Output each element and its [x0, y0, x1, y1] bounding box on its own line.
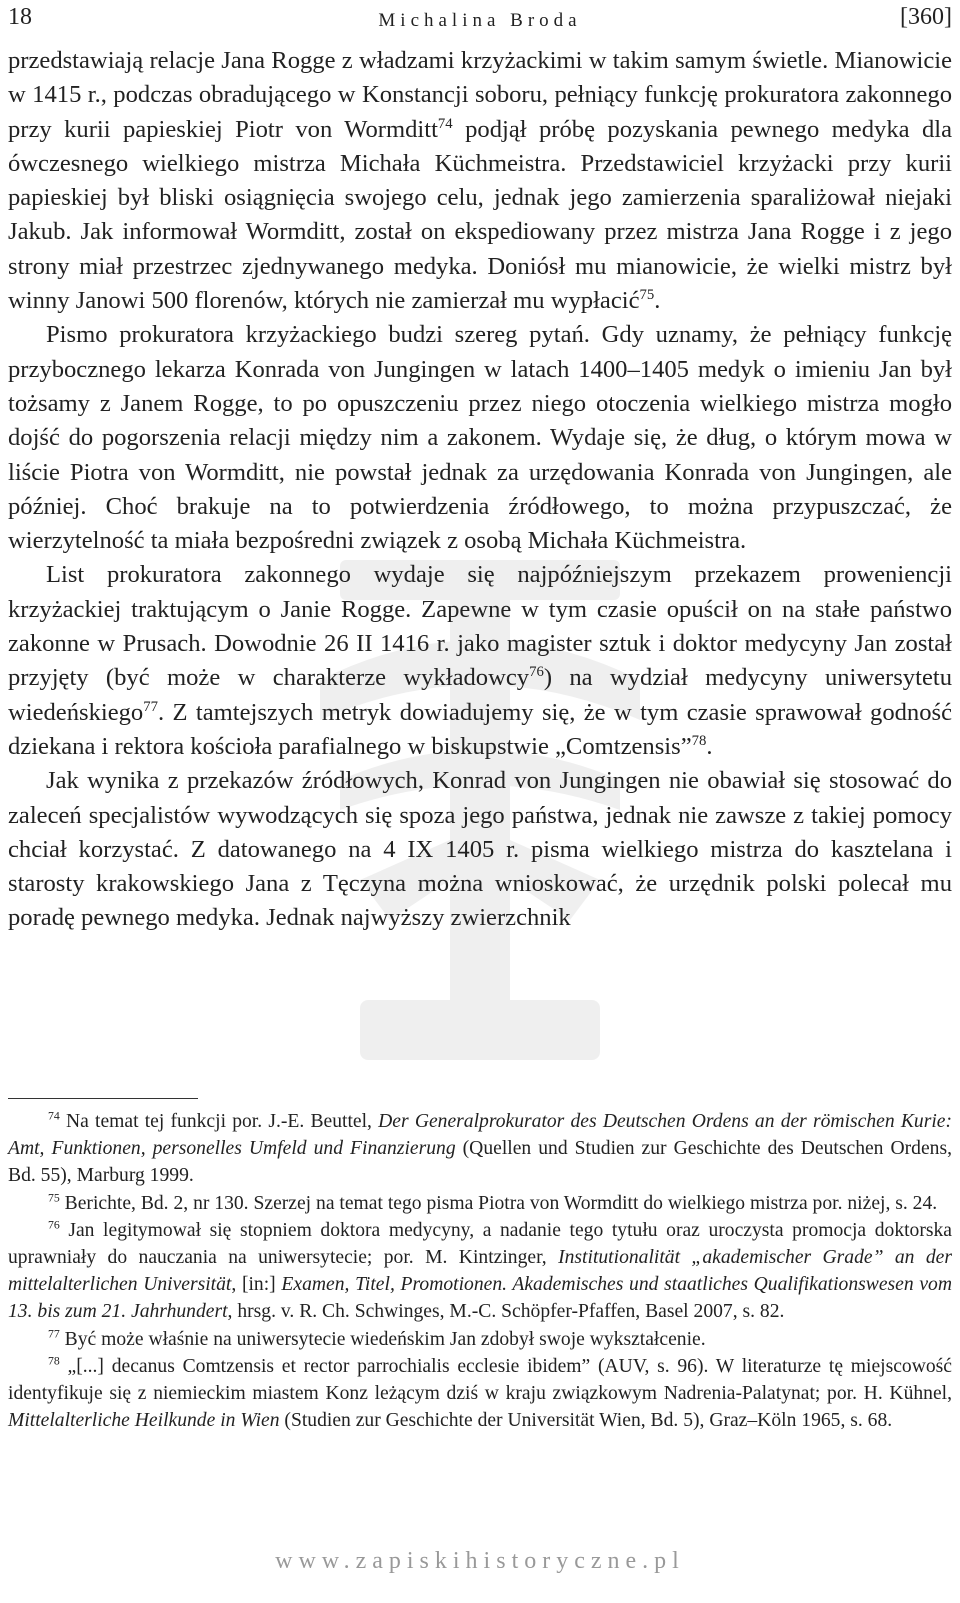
footnote: [8, 1353, 952, 1435]
italic-text: Institutionalität „akademischer Grade” an der mittelalterlichen Universität: [8, 1247, 952, 1296]
footnote-marker: 74: [48, 1109, 60, 1123]
text-run: podjął próbę pozyskania pewnego medyka dla ówczesnego wielkiego mistrza Michała Küchmeistra. Przedstawiciel krzyżacki przy kurii papieskiej był bliski osiągnięcia swojego celu, jednak jego zamierzenia sparaliżował niejaki Jakub. Jak informował Wormditt, został on ekspediowany przez mistrza Jana Rogge i z jego strony miał przestrzec zjednywanego medyka. Doniósł mu mianowicie, że wielki mistrz był winny Janowi 500 florenów, których nie zamierzał mu wypłacić: [8, 115, 952, 315]
text-run: ) na wydział medycyny uniwersytetu wiedeńskiego: [8, 664, 952, 726]
body-text: [8, 44, 952, 936]
paragraph: [8, 764, 952, 935]
footnote-separator: [8, 1098, 198, 1099]
text-run: (Quellen und Studien zur Geschichte des Deutschen Ordens, Bd. 55), Marburg 1999.: [8, 1138, 952, 1187]
original-page-ref: [360]: [900, 4, 952, 30]
paragraph: [8, 318, 952, 558]
text-run: Pismo prokuratora krzyżackiego budzi szereg pytań. Gdy uznamy, że pełniący funkcję przybocznego lekarza Konrada von Jungingen w latach 1400–1405 medyk o imieniu Jan był tożsamy z Janem Rogge, to po opuszczeniu przez niego otoczenia wielkiego mistrza mogło dojść do pogorszenia relacji między nim a zakonem. Wydaje się, że dług, o którym mowa w liście Piotra von Wormditt, nie powstał jednak za urzędowania Konrada von Jungingen, ale później. Choć brakuje na to potwierdzenia źródłowego, to można przypuszczać, że wierzytelność ta miała bezpośredni związek z osobą Michała Küchmeistra.: [8, 321, 952, 555]
footnotes: [8, 1108, 952, 1434]
italic-text: Examen, Titel, Promotionen. Akademisches und staatliches Qualifikationswesen vom 13. bis zum 21. Jahrhundert: [8, 1274, 952, 1323]
text-run: Na temat tej funkcji por. J.-E. Beuttel,: [59, 1111, 379, 1132]
text-run: Jan legitymował się stopniem doktora medycyny, a nadanie tego tytułu oraz uroczysta promocja doktorska uprawniały do nauczania na uniwersytecie; por. M. Kintzinger,: [8, 1219, 952, 1269]
footnote-marker: 77: [48, 1327, 60, 1341]
text-run: (Studien zur Geschichte der Universität Wien, Bd. 5), Graz–Köln 1965, s. 68.: [279, 1410, 893, 1432]
footer-website: www.zapiskihistoryczne.pl: [275, 1548, 685, 1574]
footnote: [8, 1326, 952, 1353]
text-run: Być może właśnie na uniwersytecie wiedeńskim Jan zdobył swoje wykształcenie.: [59, 1328, 706, 1350]
paragraph: [8, 44, 952, 318]
footnote-marker: 75: [48, 1191, 60, 1205]
text-run: Jak wynika z przekazów źródłowych, Konrad von Jungingen nie obawiał się stosować do zaleceń specjalistów wywodzących się spoza jego państwa, jednak nie zawsze z takiej pomocy chciał korzystać. Z datowanego na 4 IX 1405 r. pisma wielkiego mistrza do kasztelana i starosty krakowskiego Jana z Tęczyna można wnioskować, że urzędnik polski polecał mu poradę pewnego medyka. Jednak najwyższy zwierzchnik: [8, 767, 952, 932]
footnote: [8, 1190, 952, 1217]
text-run: .: [706, 732, 713, 760]
footnote-marker: 76: [48, 1218, 60, 1232]
paragraph: [8, 558, 952, 764]
italic-text: Mittelalterliche Heilkunde in Wien: [8, 1410, 280, 1432]
footnote-marker: 78: [691, 732, 707, 749]
footnote: [8, 1108, 952, 1190]
footnote-marker: 74: [437, 115, 453, 132]
page-header: [8, 4, 952, 38]
text-run: . Z tamtejszych metryk dowiadujemy się, że w tym czasie sprawował godność dziekana i rektora kościoła parafialnego w biskupstwie „Comtzensis”: [8, 698, 952, 760]
text-run: „[...] decanus Comtzensis et rector parrochialis ecclesie ibidem” (AUV, s. 96). W literaturze tę miejscowość identyfikuje się z niemieckim miastem Konz leżącym dziś w kraju związkowym Nadrenia-Palatynat; por. H. Kühnel,: [8, 1355, 952, 1405]
footnote-marker: 76: [529, 664, 544, 681]
footnote-marker: 78: [48, 1354, 60, 1368]
text-run: Berichte, Bd. 2, nr 130. Szerzej na temat tego pisma Piotra von Wormditt do wielkiego mistrza por. niżej, s. 24.: [59, 1192, 938, 1214]
footnote: [8, 1217, 952, 1326]
text-run: .: [654, 287, 661, 315]
running-head-author: Michalina Broda: [378, 10, 582, 31]
text-run: , hrsg. v. R. Ch. Schwinges, M.-C. Schöpfer-Pfaffen, Basel 2007, s. 82.: [227, 1301, 785, 1323]
text-run: przedstawiają relacje Jana Rogge z władzami krzyżackimi w takim samym świetle. Mianowicie w 1415 r., podczas obradującego w Konstancji soboru, pełniący funkcję prokuratora zakonnego przy kurii papieskiej Piotr von Wormditt: [8, 47, 952, 143]
page-number: 18: [8, 4, 32, 30]
footnote-marker: 77: [143, 698, 158, 715]
italic-text: Der Generalprokurator des Deutschen Ordens an der römischen Kurie: Amt, Funktionen, personelles Umfeld und Finanzierung: [8, 1111, 952, 1160]
text-run: , [in:]: [231, 1274, 282, 1296]
text-run: List prokuratora zakonnego wydaje się najpóźniejszym przekazem proweniencji krzyżackiej traktującym o Janie Rogge. Zapewne w tym czasie opuścił on na stałe państwo zakonne w Prusach. Dowodnie 26 II 1416 r. jako magister sztuk i doktor medycyny Jan został przyjęty (być może w charakterze wykładowcy: [8, 561, 952, 692]
footnote-marker: 75: [639, 286, 655, 303]
